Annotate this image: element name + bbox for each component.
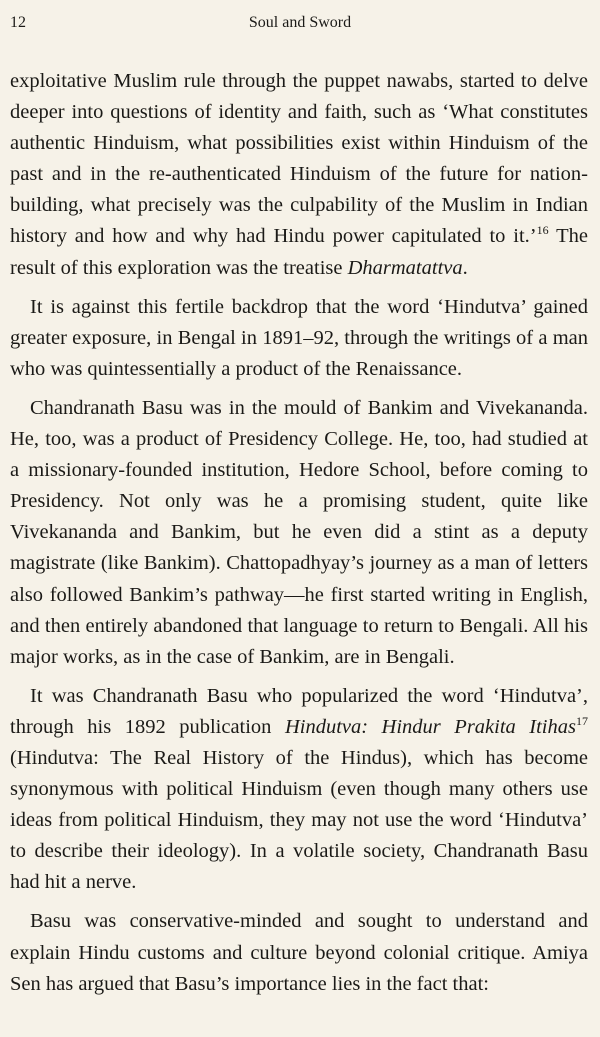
book-title-dharmatattva: Dharmatattva xyxy=(347,256,463,279)
paragraph-1 xyxy=(10,66,588,284)
footnote-ref-16[interactable]: 16 xyxy=(536,223,549,238)
running-head xyxy=(10,14,590,38)
body-text xyxy=(10,66,588,1008)
paragraph-4-end: (Hindutva: The Real History of the Hindus), which has become synonymous with political Hinduism (even though many others use ideas from political Hinduism, they may not use the word ‘Hindutva’ to describe their ideology). In a volatile society, Chandranath Basu had hit a nerve. xyxy=(10,746,588,894)
paragraph-2: It is against this fertile backdrop that the word ‘Hindutva’ gained greater exposure, in Bengal in 1891–92, through the writings of a man who was quintessentially a product of the Renaissance. xyxy=(10,295,588,380)
paragraph-3: Chandranath Basu was in the mould of Bankim and Vivekananda. He, too, was a product of Presidency College. He, too, had studied at a missionary-founded institution, Hedore School, before coming to Presidency. Not only was he a promising student, quite like Vivekananda and Bankim, but he even did a stint as a deputy magistrate (like Bankim). Chattopadhyay’s journey as a man of letters also followed Bankim’s pathway—he first started writing in English, and then entirely abandoned that language to return to Bengali. All his major works, as in the case of Bankim, are in Bengali. xyxy=(10,396,588,668)
paragraph-1-continuation: The result of this exploration was the treatise xyxy=(10,225,588,279)
paragraph-1-end: . xyxy=(462,256,468,279)
paragraph-4-text: It was Chandranath Basu who popularized the word ‘Hindutva’, through his 1892 publication xyxy=(10,684,588,738)
paragraph-4 xyxy=(10,681,588,899)
footnote-ref-17[interactable]: 17 xyxy=(575,714,588,729)
paragraph-5: Basu was conservative-minded and sought to understand and explain Hindu customs and culture beyond colonial critique. Amiya Sen has argued that Basu’s importance lies in the fact that: xyxy=(10,910,588,995)
running-title: Soul and Sword xyxy=(248,14,352,31)
book-title-hindutva: Hindutva: Hindur Prakita Itihas xyxy=(284,715,576,738)
page-number: 12 xyxy=(10,14,26,31)
paragraph-1-text: exploitative Muslim rule through the puppet nawabs, started to delve deeper into questions of identity and faith, such as ‘What constitutes authentic Hinduism, what possibilities exist within Hinduism of the past and in the re-authenticated Hinduism of the future for nation-building, what precisely was the culpability of the Muslim in Indian history and how and why had Hindu power capitulated to it.’ xyxy=(10,70,588,248)
